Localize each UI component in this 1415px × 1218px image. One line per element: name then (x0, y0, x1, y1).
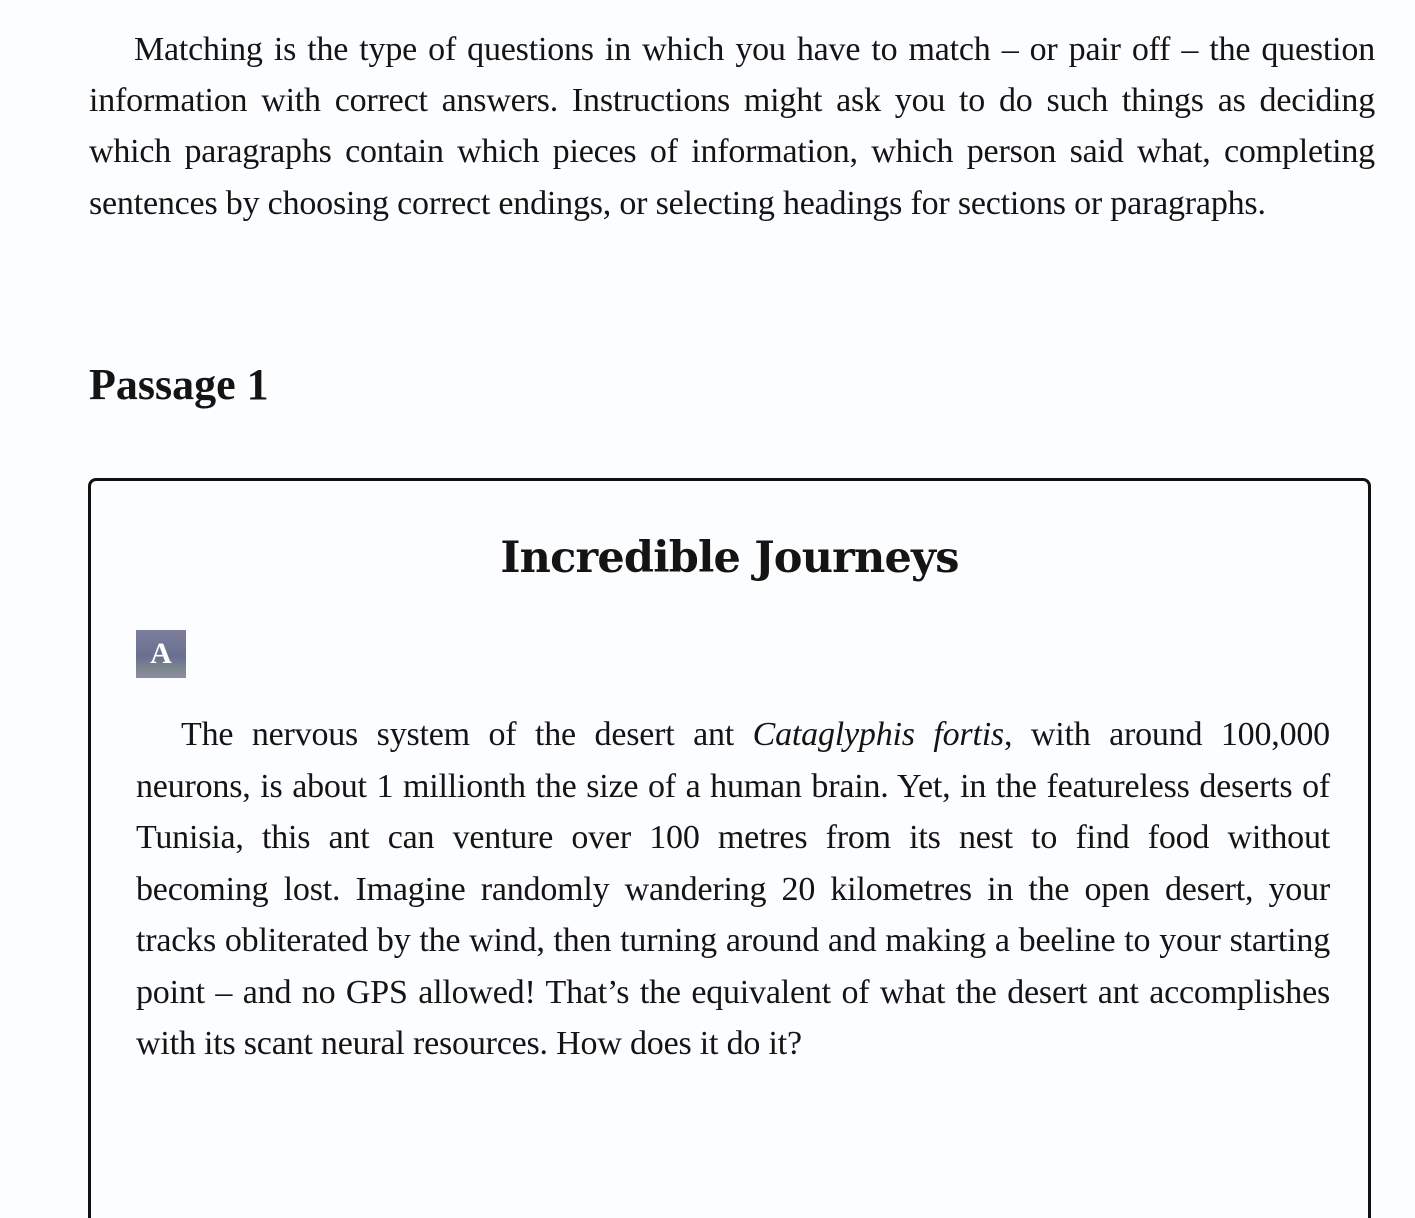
species-name: Cataglyphis fortis (752, 716, 1004, 753)
paragraph-a-text-start: The nervous system of the desert ant (181, 716, 753, 753)
intro-paragraph: Matching is the type of questions in which you have to match – or pair off – the question information with correct answers. Instructions might ask you to do such things as deciding which paragraphs contain which pieces of information, which person said what, completing sentences by choosing correct endings, or selecting headings for sections or paragraphs. (89, 31, 1375, 222)
passage-label: Passage 1 (89, 360, 269, 409)
passage-title: Incredible Journeys (500, 533, 959, 583)
passage-box (88, 478, 1371, 1218)
paragraph-a-text (136, 709, 1330, 1070)
paragraph-letter-badge: A (136, 630, 186, 678)
paragraph-a-text-end: , with around 100,000 neurons, is about 1 millionth the size of a human brain. Yet, in the featureless deserts of Tunisia, this ant can venture over 100 metres from its nest to find food without becoming lost. Imagine randomly wandering 20 kilometres in the open desert, your tracks obliterated by the wind, then turning around and making a beeline to your starting point – and no GPS allowed! That’s the equivalent of what the desert ant accomplishes with its scant neural resources. How does it do it? (136, 716, 1330, 1062)
